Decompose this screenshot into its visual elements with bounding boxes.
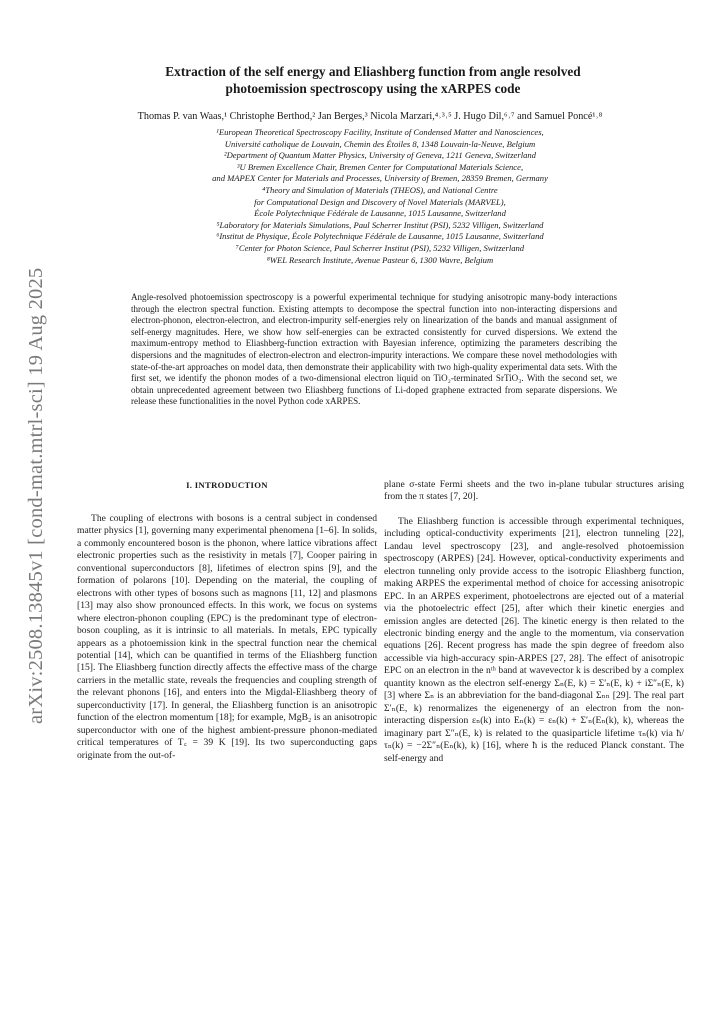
paper-title	[90, 63, 656, 97]
affiliation-line: ⁸WEL Research Institute, Avenue Pasteur 6, 1300 Wavre, Belgium	[266, 254, 494, 265]
affiliation-line: ¹European Theoretical Spectroscopy Facility, Institute of Condensed Matter and Nanosciences,	[216, 127, 544, 137]
affiliation-line: and MAPEX Center for Materials and Processes, University of Bremen, 28359 Bremen, Germany	[212, 173, 548, 184]
affiliations	[100, 127, 660, 266]
affiliation-line: ⁴Theory and Simulation of Materials (THEOS), and National Centre	[262, 184, 498, 195]
affiliation-line: ³U Bremen Excellence Chair, Bremen Center for Computational Materials Science,	[236, 161, 524, 172]
affiliation-line: for Computational Design and Discovery of Novel Materials (MARVEL),	[254, 196, 506, 207]
title-line-2: photoemission spectroscopy using the xARPES code	[225, 81, 521, 96]
title-line-1: Extraction of the self energy and Eliashberg function from angle resolved	[165, 64, 581, 79]
left-column	[77, 479, 377, 762]
affiliation-line: ⁵Laboratory for Materials Simulations, Paul Scherrer Institut (PSI), 5232 Villigen, Switzerland	[216, 219, 544, 230]
right-column	[384, 479, 684, 765]
abstract: Angle-resolved photoemission spectroscopy is a powerful experimental technique for studying anisotropic many-body interactions through the electron spectral function. Existing attempts to decompose the spectral function into non-interacting dispersions and electron-phonon, electron-electron, and electron-impurity self-energies rely on linearization of the bands and manual assignment of self-energy magnitudes. Here, we show how self-energies can be extracted consistently for curved dispersions. We extend the maximum-entropy method to Eliashberg-function extraction with Bayesian inference, optimizing the parameters describing the dispersions and the magnitudes of electron-electron and electron-impurity interactions. We compare these novel methodologies with state-of-the-art approaches on model data, then demonstrate their applicability with two high-quality experimental data sets. With the first set, we identify the phonon modes of a two-dimensional electron liquid on TiO₂-terminated SrTiO₃. With the second set, we obtain unprecedented agreement between two Eliashberg functions of Li-doped graphene extracted from separate dispersions. We release these functionalities in the novel Python code xARPES.	[131, 292, 617, 407]
affiliation-line: ²Department of Quantum Matter Physics, University of Geneva, 1211 Geneva, Switzerland	[224, 150, 536, 161]
author-list: Thomas P. van Waas,¹ Christophe Berthod,² Jan Berges,³ Nicola Marzari,⁴˒³˒⁵ J. Hugo Dil,⁶˒⁷ and Samuel Poncé¹˒⁸	[137, 111, 603, 122]
intro-paragraph: The Eliashberg function is accessible through experimental techniques, including optical-conductivity experiments [21], electron tunneling [22], Landau level spectroscopy [23], and angle-resolved photoemission spectroscopy (ARPES) [24]. However, optical-conductivity experiments and electron tunneling only provide access to the isotropic Eliashberg function, making ARPES the experimental method of choice for accessing anisotropic EPC. In an ARPES experiment, photoelectrons are ejected out of a material via the photoelectric effect [25], after which their kinetic energies and emission angles are detected [26]. The kinetic energy is then related to the electronic binding energy and the angle to the momentum, via conservation equations [26]. Recent progress has made the spin degree of freedom also accessible via high-accuracy spin-ARPES [27, 28]. The effect of anisotropic EPC on an electron in the nᵗʰ band at wavevector k is described by a complex quantity known as the electron self-energy Σₙ(E, k) = Σ′ₙ(E, k) + iΣ″ₙ(E, k) [3] where Σₙ is an abbreviation for the band-diagonal Σₙₙ [29]. The real part Σ′ₙ(E, k) renormalizes the eigenenergy of an electron from the non-interacting dispersion εₙ(k) into Eₙ(k) = εₙ(k) + Σ′ₙ(Eₙ(k), k), whereas the imaginary part Σ″ₙ(E, k) is related to the quasiparticle lifetime τₙ(k) via ħ/τₙ(k) = −2Σ″ₙ(Eₙ(k), k) [16], where ħ is the reduced Planck constant. The self-energy and	[384, 515, 684, 764]
intro-paragraph-continued: plane σ-state Fermi sheets and the two in-plane tubular structures arising from the π states [7, 20].	[384, 479, 684, 503]
intro-paragraph: The coupling of electrons with bosons is a central subject in condensed matter physics [1], governing many experimental phenomena [1–6]. In solids, a commonly encountered boson is the phonon, where lattice vibrations affect electronic properties such as the resistivity in metals [7], Cooper pairing in conventional superconductors [8], lifetimes of electron spins [9], and the formation of polarons [10]. Depending on the material, the coupling of electrons with other types of bosons such as magnons [11, 12] and plasmons [13] may also show pronounced effects. In this work, we focus on systems where electron-phonon coupling (EPC) is the predominant type of electron-boson coupling, as it is intrinsic to all materials. In metals, EPC typically appears as a photoemission kink in the spectral function near the chemical potential [14], which can be quantified in terms of the Eliashberg function [15]. The Eliashberg function directly affects the effective mass of the charge carriers in the metallic state, reveals the frequencies and coupling strength of the relevant phonons [16], and enters into the Migdal-Eliashberg theory of superconductivity [17]. In general, the Eliashberg function is an anisotropic function of the electron momentum [18]; for example, MgB₂ is an anisotropic superconductor with one of the highest ambient-pressure phonon-mediated critical temperatures of T꜀ = 39 K [19]. Its two superconducting gaps originate from the out-of-	[77, 513, 377, 761]
affiliation-line: ⁷Center for Photon Science, Paul Scherrer Institut (PSI), 5232 Villigen, Switzerland	[235, 242, 525, 253]
section-heading: I. INTRODUCTION	[186, 480, 268, 490]
affiliation-line: École Polytechnique Fédérale de Lausanne, 1015 Lausanne, Switzerland	[254, 208, 506, 219]
affiliation-line: Université catholique de Louvain, Chemin des Étoiles 8, 1348 Louvain-la-Neuve, Belgium	[224, 138, 536, 149]
arxiv-stamp: arXiv:2508.13845v1 [cond-mat.mtrl-sci] 19 Aug 2025	[25, 267, 47, 725]
affiliation-line: ⁶Institut de Physique, École Polytechnique Fédérale de Lausanne, 1015 Lausanne, Switzerland	[216, 231, 544, 242]
